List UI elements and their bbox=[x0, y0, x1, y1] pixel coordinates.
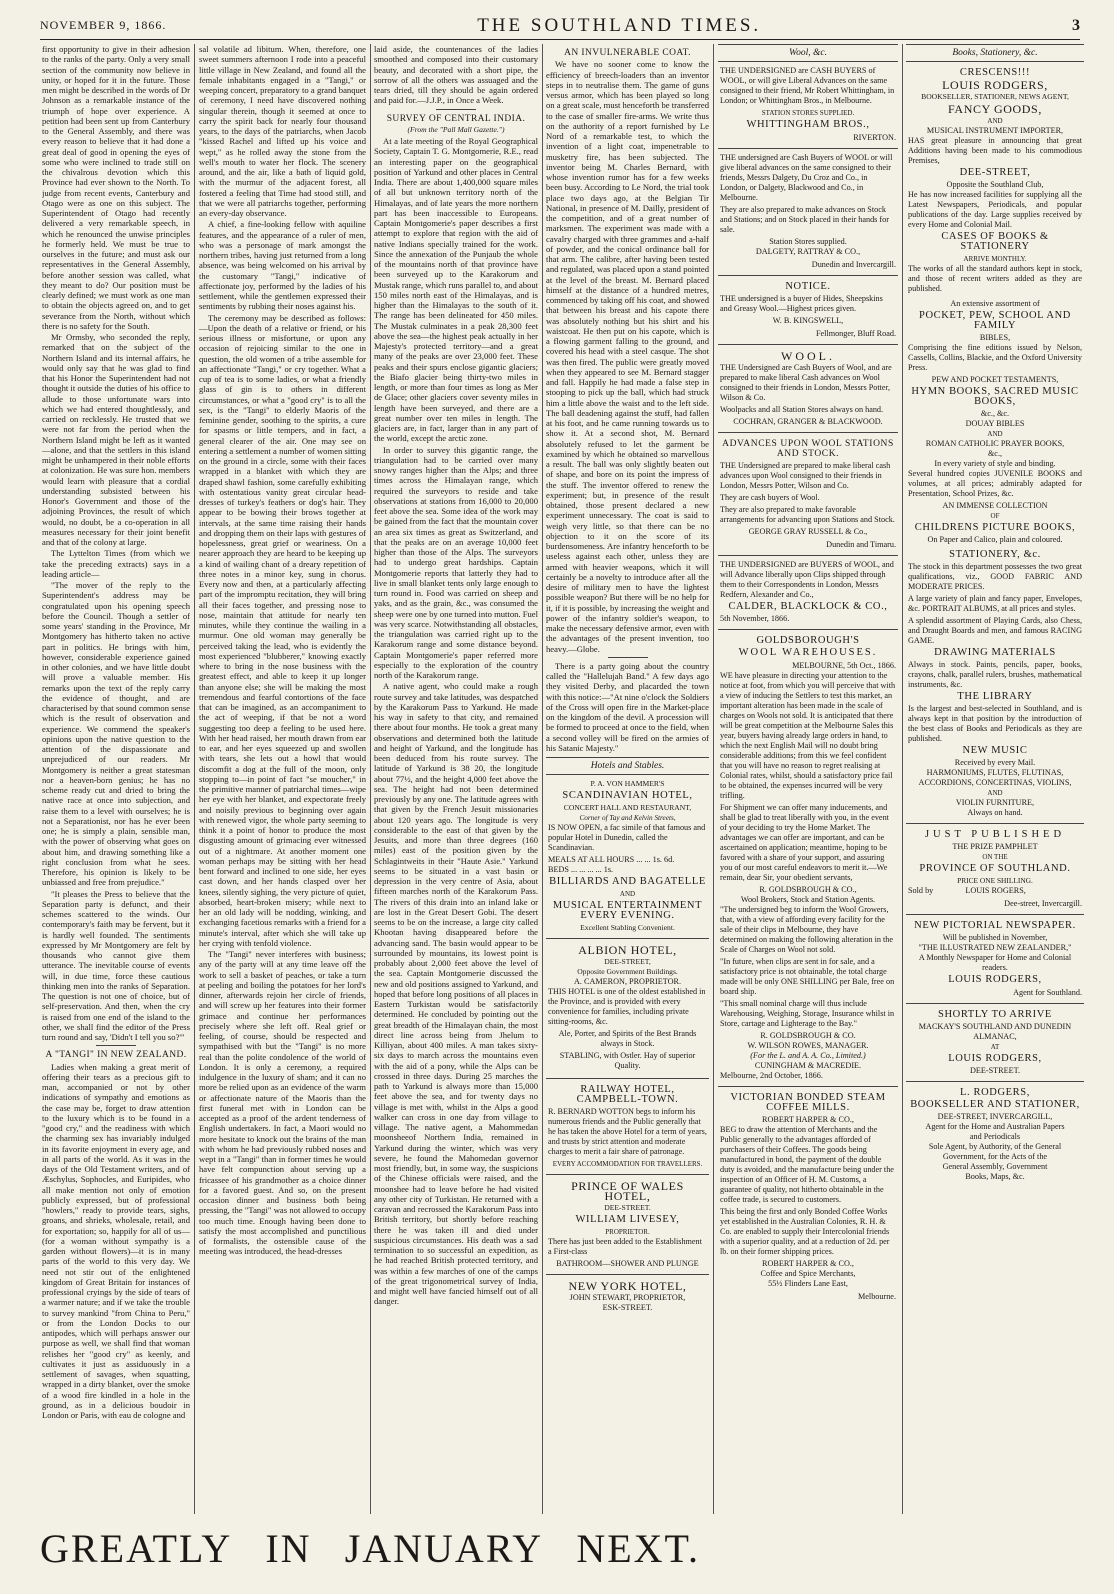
ad-line: PRICE ONE SHILLING. bbox=[957, 876, 1033, 886]
ad-line: OF bbox=[990, 512, 1000, 521]
ad-text: Always in stock. Paints, pencils, paper, books, crayons, chalk, parallel rulers, brushes, mathematical instruments, &c. bbox=[908, 660, 1082, 690]
ad-line: Excellent Stabling Convenient. bbox=[580, 923, 675, 933]
ad-text: BEG to draw the attention of Merchants and the Public generally to the advantages afforded of purchasers of their Coffees. The goods being manufactured in bond, the payment of the double duty is avoided, and the manufacture being under the inspection of an Officer of H. M. Customs, a guarantee of quality, not hitherto obtainable in the coffee trade, is secured to customers. bbox=[720, 1125, 894, 1205]
ad-text: Several hundred copies JUVENILE BOOKS and volumes, at all prices; admirably adapted for Presentation, School Prizes, &c. bbox=[908, 469, 1082, 499]
article-paragraph: "It pleases the Press to believe that the Separation party is defunct, and their schemes scattered to the winds. Our contemporary's faith may be fervent, but it is hardly well founded. The sentiments expressed by Mr Montgomery are felt by thousands who cannot give them utterance. The inevitable course of events will, in due time, force these cautious thinking men into the ranks of Separation. The question is not one of choice, but of self-preservation. And then, when the cry is raised from one end of the island to the other, we shall find the editor of the Press turn round and say, 'Didn't I tell you so?'" bbox=[42, 888, 190, 1042]
ad-text: HAS great pleasure in announcing that great Additions having been made to his commodious Premises, bbox=[908, 136, 1082, 166]
louis-rodgers-ad bbox=[906, 62, 1084, 824]
ad-title: FANCY GOODS, bbox=[948, 102, 1042, 117]
ad-line: RIVERTON. bbox=[853, 133, 896, 143]
ad-line: GEORGE GRAY RUSSELL & Co., bbox=[748, 527, 868, 537]
scandinavian-hotel-ad bbox=[546, 775, 709, 939]
article-paragraph: The Lyttelton Times (from which we take the preceding extracts) says in a leading article— bbox=[42, 548, 190, 579]
ad-text: They are cash buyers of Wool. bbox=[720, 493, 820, 503]
ad-title: WOOL. bbox=[781, 349, 835, 364]
ad-line: General Assembly, Government bbox=[942, 1162, 1048, 1172]
ad-text: STABLING, with Ostler. Hay of superior Quality. bbox=[559, 1051, 696, 1071]
ad-line: DOUAY BIBLES bbox=[965, 419, 1025, 429]
column-3 bbox=[374, 44, 538, 1514]
ad-text: He has now increased facilities for supplying all the Latest Newspapers, Periodicals, and popular publications of the day. Large supplies received by every Home and Colonial Mail. bbox=[908, 190, 1082, 230]
ad-title: CRESCENS!!! bbox=[959, 67, 1031, 79]
ad-line: Books, Maps, &c. bbox=[965, 1172, 1025, 1182]
ad-line: R. GOLDSBROUGH & CO. bbox=[760, 1031, 856, 1041]
column-rule bbox=[194, 44, 195, 1514]
ad-line: ROBERT HARPER & CO., bbox=[762, 1115, 854, 1125]
article-paragraph: There is a party going about the country called the "Hallelujah Band." A few days ago they visited Derby, and placarded the town with this notice:—"At nine o'clock the Soldiers of the Cross will open fire in the Market-place on the kingdom of the devil. A procession will be formed to proceed at once to the field, when a second volley will be fired on the armies of his Satanic Majesty." bbox=[546, 660, 709, 753]
ad-title: NEW YORK HOTEL, bbox=[568, 1279, 687, 1294]
ad-text: Comprising the fine editions issued by Nelson, Cassells, Collins, Blackie, and the Oxford University Press. bbox=[908, 343, 1082, 373]
ad-text: The works of all the standard authors kept in stock, and those of recent writers added as they are published. bbox=[908, 264, 1082, 294]
ad-line: &c., bbox=[987, 449, 1003, 459]
article-paragraph: Mr Ormsby, who seconded the reply, remarked that on the subject of the Northern Island and its internal affairs, he would only say that he was glad to find that his Honor the Superintendent had not thought it outside the duties of his office to allude to those unfortunate wars into which we had entered thoughtlessly, and carried on recklessly. He trusted that we were not far from the period when the Northern Island might be left as it wanted—alone, and that the settlers in this island might be unhampered in their noble efforts at colonization. He was sure hon. members would learn with pleasure that a cordial understanding subsisted between his Honor's Government and those of the adjoining Provinces, the result of which would, no doubt, be a co-operation in all measures necessary for their joint benefit and that of the colony at large. bbox=[42, 332, 190, 547]
column-rule bbox=[902, 44, 903, 1514]
ad-line: Government, for the Acts of the bbox=[942, 1152, 1048, 1162]
ad-line: Will be published in November, bbox=[942, 933, 1048, 943]
ad-line: PROPRIETOR. bbox=[605, 1228, 650, 1237]
column-2 bbox=[199, 44, 366, 1514]
ad-title: HYMN BOOKS, SACRED MUSIC BOOKS, bbox=[911, 386, 1079, 408]
footer-word: JANUARY bbox=[344, 1525, 544, 1571]
article-paragraph: The "Tangi" never interferes with business; any of the party will at any time leave off the work to sell a basket of peaches, or take a turn at peeling and boiling the potatoes for her lord's dinner, afterwards rejoin her circle of friends, and will screw up her features into their former grimace and continue her performances precisely where she left off. Real grief or feeling, of course, should be respected and sympathised with but the "Tangi" is no more real than the polite condolence of the world of London. It is only a ceremony, a required indulgence in the luxury of sham; and it can no more be relied upon as an evidence of the warm or affectionate nature of the Maoris than the first funeral met with in London can be accepted as a proof of the ardent tenderness of English undertakers. In fact, a Maori would no more hesitate to knock out the brains of the man with whom he had previously rubbed noses and wept in a "Tangi" than in former times he would have felt compunction about serving up a fricassee of his grandmother as a choice dinner for a favored guest. And so, on the present occasion dinner and business both being pressing, the "Tangi" was not allowed to occupy too much time. Enough having been done to satisfy the most accomplished and punctilious of formalists, the ostensible cause of the meeting was introduced, the head-dresses bbox=[199, 949, 366, 1257]
ad-line: DEE-STREET. bbox=[969, 1066, 1021, 1076]
ad-line: Wool Brokers, Stock and Station Agents. bbox=[740, 895, 876, 905]
ad-text: This being the first and only Bonded Coffee Works yet established in the Australian Colonies, R. H. & Co. are enabled to supply their Intercolonial friends with a superior quality, and at a reduction of 2d. per lb. on their former shipping prices. bbox=[720, 1207, 890, 1257]
ad-title: GOLDSBOROUGH'S bbox=[756, 635, 860, 647]
ad-text: THE UNDERSIGNED are BUYERS of WOOL, and will Advance liberally upon Clips shipped through them to their Correspondents in London, Messrs Redfern, Alexander and Co., bbox=[720, 560, 894, 600]
column-5 bbox=[718, 44, 898, 1514]
new-york-hotel-ad bbox=[546, 1275, 709, 1318]
ad-title: NEW MUSIC bbox=[962, 745, 1028, 757]
ad-line: An extensive assortment of bbox=[950, 299, 1040, 309]
column-rule bbox=[713, 44, 714, 1514]
ad-line: STATION STORES SUPPLIED. bbox=[761, 109, 855, 118]
ad-line: MUSICAL INSTRUMENT IMPORTER, bbox=[926, 126, 1064, 136]
ad-title: LOUIS RODGERS, bbox=[942, 78, 1048, 93]
ad-title: POCKET, PEW, SCHOOL AND FAMILY bbox=[919, 310, 1071, 332]
ad-line: 55½ Flinders Lane East, bbox=[768, 1279, 848, 1289]
article-paragraph: In order to survey this gigantic range, the triangulation had to be carried over many snowy ranges higher than the Alps; and three times across the Himalayan range, which required the surveyors to reside and take observations at stations from 16,000 to 20,000 feet above the sea. Some idea of the work may be gained from the fact that the mountain cover an area six times as great as Switzerland, and that the peaks are on an average 10,000 feet higher than those of the Alps. The surveyors had to undergo great hardships. Captain Montgomerie reports that latterly they had to live in small blanket tents only large enough to turn round in. Food was carried on sheep and yaks, and as the grain, &c., was consumed the sheep were one by one turned into mutton. Fuel was very scarce. Notwithstanding all obstacles, the triangulation was carried right up to the Karakorum range and some distance beyond. Captain Montgomerie's paper referred more especially to the exploration of the country north of the Karakorum range. bbox=[374, 444, 538, 680]
ad-title: NOTICE. bbox=[785, 281, 831, 293]
ad-line: PEW AND POCKET TESTAMENTS, bbox=[931, 375, 1059, 385]
ad-title: CHILDRENS PICTURE BOOKS, bbox=[914, 522, 1076, 534]
ad-title: LOUIS RODGERS, bbox=[948, 1053, 1042, 1065]
ad-line: ARRIVE MONTHLY. bbox=[963, 255, 1027, 264]
article-paragraph: We have no sooner come to know the efficiency of breech-loaders than an inventor steps in to neutralise them. The game of guns versus armor, which has been played so long on a great scale, must henceforth be transferred to the case of smaller fire-arms. We write thus on the authority of a report furnished by Le Nord of a remarkable test, to which the invention of a light coat, impenetrable to musketry fire, has been subjected. The inventor being M. Charles Bernard, with whose invention rumor has for a few weeks been busy. According to Le Nord, the trial took place two days ago, at the Belgian Tir National, in presence of M. Dailly, president of the competition, and of a great number of marksmen. The experiment was made with a cavalry charged with three grammes and a-half of powder, and the conical ordinance ball for that arm. The calibre, after having been tested and regulated, was placed upon a stand pointed at the level of the breast. M. Bernard placed himself at the distance of a hundred metres, commenced by taking off his coat, and showed that between his breast and his capote there was absolutely nothing but his shirt and his waistcoat. He then put on his capote, which is a flowing garment falling to the ground, and covered his head with a steel casque. The shot was then fired. The public were greatly moved when they appeared to see M. Bernard stagger and fall. Happily he had made a false step in stooping to pick up the ball, which had struck him a little above the waist and to the left side. The ball deadening against the stuff, had fallen at his foot, and he came running towards us to show it. At a second shot, M. Bernard absolutely refused to let the garment be examined by which he obtained so marvellous a result. The ball was only slightly beaten out of shape, and bore on its point the impress of the stuff. The inventor offered to renew the experiment; but, in presence of the result obtained, those present declared a new experiment unnecessary. The coat is said to weigh very little, so that there can be no objection to it on the score of its burdensomeness. Are infantry henceforth to be useless against each other, unless they are armed with heavier weapons, which it will certainly be a novelty to introduce after all the desire of military men to have the lightest possible weapon? But there will be no help for it, if it is possible, by increasing the weight and power of the infantry soldier's weapon, to make the necessary defensive armor, even with the advantages of the present invention, too heavy.—Globe. bbox=[546, 59, 709, 654]
ad-line: Agent for Southland. bbox=[1013, 988, 1082, 998]
ad-title: WOOL WAREHOUSES. bbox=[738, 647, 878, 659]
column-rule bbox=[370, 44, 371, 1514]
divider bbox=[608, 657, 648, 658]
calder-blacklock-ad bbox=[718, 556, 898, 630]
ad-line: Opposite the Southland Club, bbox=[946, 180, 1044, 190]
ad-line: BIBLES, bbox=[979, 333, 1011, 343]
ad-line: P. A. VON HAMMER'S bbox=[590, 779, 665, 789]
ad-line: Agent for the Home and Australian Papers bbox=[925, 1122, 1065, 1132]
ad-line: DEE-STREET, INVERCARGILL, bbox=[937, 1112, 1053, 1122]
ad-line: Sole Agent, by Authority, of the General bbox=[928, 1142, 1062, 1152]
article-paragraph: "The mover of the reply to the Superintendent's address may be congratulated upon his opening speech before the Council. Though a settler of some years' standing in the Province, Mr Montgomery has hitherto taken no active part in politics. He brings with him, however, considerable experience gained in other colonies, and we have little doubt will prove a valuable member. His remarks upon the text of the reply carry the evidence of thought, and are characterised by that sound common sense which is the result of observation and experience. We commend the speaker's opinions upon the native question to the attention of the dispassionate and unprejudiced of our readers. Mr Montgomery is neither a great statesman nor a heaven-born genius; he has no scheme ready cut and dried to bring the native race at once into subjection, and raise them to a level with ourselves; he is not a Separationist, nor has he ever been one; he is simply a plain, sensible man, with the power of observing what goes on about him, and drawing something like a right conclusion from what he sees. Therefore, his opinion is likely to be unbiassed and free from prejudice." bbox=[42, 580, 190, 888]
ad-line: MACKAY'S SOUTHLAND AND DUNEDIN bbox=[918, 1022, 1072, 1032]
ad-line: ROBERT HARPER & CO., bbox=[762, 1259, 854, 1269]
ad-text: WE have pleasure in directing your attention to the notice at foot, from which you will perceive that with a view of inducing the Settlers to test this market, an important alteration has been made in the scale of charges on Wools not sold. It is anticipated that there will be great competition at the Melbourne Sales this year, buyers having already large orders in hand, to which the next English Mail will no doubt bring considerable additions; from this we feel confident that you will have no reason to regret realising at Colonial rates, whilst, should a satisfactory price fail to be obtained, the expenses incurred will be very trifling. bbox=[720, 671, 896, 801]
article-paragraph: The ceremony may be described as follows:—Upon the death of a relative or friend, or his serious illness or misfortune, or upon any occasion of rejoicing similar to the one in question, the old women of a tribe assemble for an affectionate "Tangi," or cry together. What a cup of tea is to some ladies, or what a friendly glass of gin is to others in different circumstances, or what a "good cry" is to all the sex, is the "Tangi" to elderly Maoris of the feminine gender, soothing to the spirits, a cure for spasms or little tempers, and in fact, a general clearer of the air. One may see on entering a settlement a number of women sitting on the ground in a circle, some with their faces wrapped in a blanket with which they are draped shawl fashion, some carefully exhibiting with ostentatious vanity great circular head-dresses of turkey's feathers or dog's hair. They appear to be bowing their brows together at intervals, at the same time raising their hands and dropping them on their laps with gestures of hopelessness, great grief or weariness. On a nearer approach they are heard to be keeping up a kind of wailing chant of a dreary repetition of three notes in a minor key, sung in chorus. Every now and then, at a particularly affecting part of the impromptu recitation, they will bring all their faces together, and pressing nose to nose, maintain that attitude for nearly ten minutes, while they continue the wailing in a murmur. One old woman may generally be perceived taking the lead, who is evidently the most experienced "blubberer," knowing exactly where to bring in the nose business with the greatest effect, and able to keep it up longer than anyone else; she will be making the most tremendous and fearful contortions of the face that can be imagined, as an accompaniment to the act of weeping, if that be not a word suggesting too deep a feeling to be used here. With her head raised, her mouth drawn from ear to ear, and her eyes squeezed up and swollen with tears, she lets out a howl that would discomfit a dog at the full of the moon, only stopping to—in point of fact "se moucher," in the primitive manner of patriarchal times—wipe her eye with her blanket, and expectorate freely and noisily previous to beginning over again with renewed vigor, the whole party seeming to think it a point of honor to produce the most disgusting amount of grimacing ever witnessed out of a nightmare. At another moment one woman perhaps may be sitting with her head bent forward and inclined to one side, her eyes cast down, and her hands clasped over her knees, silently sighing, the very picture of quiet, absorbed, heart-broken misery; while next to her an old lady will be nodding, winking, and exchanging facetious remarks with a friend for a minute's interval, after which she will take up her crying with tenfold violence. bbox=[199, 312, 366, 948]
ad-title: NEW PICTORIAL NEWSPAPER. bbox=[914, 920, 1076, 932]
ad-line: BEDS ... ... ... ... 1s. bbox=[548, 865, 614, 875]
article-heading: AN INVULNERABLE COAT. bbox=[564, 48, 691, 58]
ad-title: DEE-STREET, bbox=[959, 167, 1031, 179]
column-4 bbox=[546, 44, 709, 1514]
ad-line: In every variety of style and binding. bbox=[934, 459, 1056, 469]
ad-line: DEE-STREET, bbox=[604, 957, 651, 967]
ad-line: LOUIS ROGERS, bbox=[965, 886, 1026, 896]
ad-line: BATHROOM—SHOWER AND PLUNGE bbox=[556, 1259, 699, 1269]
ad-text: The stock in this department possesses the two great qualifications, viz., GOOD FABRIC AND MODERATE PRICES. bbox=[908, 562, 1082, 592]
ad-line: MEALS AT ALL HOURS ... ... 1s. 6d. bbox=[548, 855, 675, 865]
ad-line: AN IMMENSE COLLECTION bbox=[942, 501, 1048, 511]
article-source: (From the "Pall Mall Gazette.") bbox=[407, 124, 505, 134]
ad-text: THE undersigned are Cash Buyers of WOOL or will give liberal advances on the same consigned to their friends, Messrs Dalgety, Du Croz and Co., in London, or Dalgety, Blackwood and Co., in Melbourne. bbox=[720, 153, 893, 203]
ad-line: R. GOLDSBROUGH & CO., bbox=[759, 885, 857, 895]
ad-line: On Paper and Calico, plain and coloured. bbox=[927, 535, 1063, 545]
ad-text: Is the largest and best-selected in Southland, and is always kept in that position by the introduction of the best class of Books and Periodicals as they are published. bbox=[908, 704, 1082, 744]
ad-text: They are also prepared to make favorable arrangements for advancing upon Stations and Stock. bbox=[720, 505, 895, 525]
ad-text: Ale, Porter, and Spirits of the Best Brands always in Stock. bbox=[558, 1029, 697, 1049]
article-paragraph: At a late meeting of the Royal Geographical Society, Captain T. G. Montgomerie, R.E., read an interesting paper on the geographical position of Yarkund and other places in Central India. There are about 1,400,000 square miles of all but unknown territory north of the Himalayas, and of late years the more northern part has been inaccessible to Europeans. Captain Montgomerie's paper describes a first attempt to explore that region with the aid of native Indians specially trained for the work. Since the annexation of the Punjaub the whole of the mountains north of that province have been surveyed up to the Karakorum and Mustak range, which runs parallel to, and about 150 miles north east of the Himalayas, and is higher than the Himalayas to the south of it. The range has been delineated for 450 miles. The Mustak culminates in a peak 28,300 feet above the sea—the highest peak actually in her Majesty's protected territory—and a great many of the peaks are over 23,000 feet. These peaks and their spurs enclose gigantic glaciers; the Biafo glacier being thirty-two miles in length, or more than four times as long as Mer de Glace; other glaciers cover seventy miles in length have been surveyed, and there are a great number over ten miles in length. The glaciers are, in fact, larger than in any part of the world, except the arctic zone. bbox=[374, 136, 538, 444]
ad-text: There has just been added to the Establishment a First-class bbox=[548, 1237, 702, 1257]
ad-line: COCHRAN, GRANGER & BLACKWOOD. bbox=[733, 417, 883, 427]
ad-text: THE undersigned is a buyer of Hides, Sheepskins and Greasy Wool.—Highest prices given. bbox=[720, 294, 883, 314]
article-heading: SURVEY OF CENTRAL INDIA. bbox=[386, 113, 526, 124]
ad-text: For Shipment we can offer many inducements, and shall be glad to treat liberally with you, in the event of your deciding to try the Home Market. The advantages we can offer are important, and can be ascertained on application; meantime, hoping to be favored with a share of your support, and assuring you of our most careful endeavors to merit it.—We remain, dear Sir, your obedient servants, bbox=[720, 803, 889, 883]
ad-line: and Periodicals bbox=[969, 1132, 1021, 1142]
ad-line: Station Stores supplied. bbox=[769, 237, 847, 247]
ad-line: ON THE bbox=[982, 853, 1008, 862]
ad-line: AND bbox=[619, 890, 636, 899]
ad-line: DEE-STREET. bbox=[604, 1203, 651, 1213]
section-heading: Hotels and Stables. bbox=[546, 757, 709, 775]
column-6 bbox=[906, 44, 1084, 1514]
ad-line: Coffee and Spice Merchants, bbox=[760, 1269, 856, 1279]
article-paragraph: sal volatile ad libitum. When, therefore, one sweet summers afternoon I rode into a peaceful little village in New Zealand, and found all the female inhabitants engaged in a "Tangi," or weeping concert, preparatory to a grand banquet of ceremony, I need have discovered nothing singular therein, though it seemed at once to carry the spirit back for nearly four thousand years, to the days of the patriarchs, when Jacob "kissed Rachel and lifted up his voice and wept," as he rolled away the stone from the well's mouth to water her flock. The scenery around, and the air, like a bath of liquid gold, with the murmur of the adjacent forest, all fostered a feeling that Time had stood still, and that we were all patriarchs together, performing an every-day observance. bbox=[199, 44, 366, 218]
ad-line: ROMAN CATHOLIC PRAYER BOOKS, bbox=[925, 439, 1065, 449]
ad-line: Received by every Mail. bbox=[954, 758, 1036, 768]
ad-line: (For the L. and A. A. Co., Limited.) bbox=[750, 1051, 866, 1061]
ad-text: "This small nominal charge will thus include Warehousing, Weighing, Storage, Insurance whilst in Store, cartage and Lighterage to the Bay." bbox=[720, 999, 895, 1029]
ad-title: PRINCE OF WALES HOTEL, bbox=[571, 1179, 684, 1204]
ad-line: WILLIAM LIVESEY, bbox=[575, 1214, 680, 1226]
divider bbox=[96, 1045, 136, 1046]
ad-title: MUSICAL ENTERTAINMENT EVERY EVENING. bbox=[552, 900, 703, 922]
almanac-ad bbox=[906, 1004, 1084, 1082]
railway-hotel-ad bbox=[546, 1079, 709, 1175]
ad-title: ADVANCES UPON WOOL STATIONS AND STOCK. bbox=[722, 439, 894, 460]
ad-line: Dunedin and Invercargill. bbox=[811, 260, 896, 270]
albion-hotel-ad bbox=[546, 939, 709, 1079]
footer-word: GREATLY bbox=[40, 1525, 233, 1571]
ad-title: VICTORIAN BONDED STEAM COFFEE MILLS. bbox=[730, 1092, 886, 1114]
russell-advances-ad bbox=[718, 433, 898, 556]
ad-line: A. CAMERON, PROPRIETOR. bbox=[574, 977, 681, 987]
ad-title: LOUIS RODGERS, bbox=[948, 974, 1042, 986]
article-paragraph: A native agent, who could make a rough route survey and take latitudes, was despatched by the Karakorum Pass to Yarkund. He made his way in safety to that city, and remained there about four months. He took a great many observations and determined both the latitude and height of Yarkund, and the longitude has been deduced from his route survey. The latitude of Yarkund is 38 20, the longitude about 77½, and the height 4,000 feet above the sea. The height had not been determined previously by any one. The latitude agrees with that given by the French Jesuit missionaries about 120 years ago. The longitude is very considerable to the east of that given by the Jesuits, and more than three degrees (160 miles) east of the position given by the Schlagintweits in their "Haute Asie." Yarkund seems to be situated in a vast basin or depression in the very centre of Asia, about fifteen marches north of the Karakorum Pass. The rivers of this drain into an inland lake or are lost in the Great Desert Gobi. The desert seems to be on the increase, a large city called Khootan having disappeared before the advancing sand. The basin would appear to be surrounded by mountains, its lowest point is probably about 2,000 feet above the level of the sea. Captain Montgomerie discussed the new and old positions assigned to Yarkund, and hoped that before long positions of all places in Eastern Turkistan would be satisfactorily determined. He concluded by pointing out the great breadth of the Himalayan chain, the most direct line across being from Jhelum to Killiyan, about 400 miles. A man takes sixty-six days to march across the mountains even with the aid of a pony, while the Alps can be crossed in three days. During 25 marches the path to Yarkund is always more than 15,000 feet above the sea, and for twenty days no village is met with, whilst in the Alps a good walker can cross in one day from village to village. The native agent, a Mahommedan moonsheeof Northern India, remained in Yarkund during the winter, which was very severe, he found the Mahomedan governor most friendly, but, in some way, the suspicions of the Chinese officials were raised, and the moonshee had to leave before he had visited any other city of Turkistan. He returned with a caravan and recrossed the Karakorum Pass into British territory, but shortly before reaching there he was taken ill and died under suspicious circumstances. His death was a sad termination to so successful an expedition, as he had reached British protected territory, and was within a few marches of one of the camps of the great trigonometrical survey of India, and might well have fancied himself out of all danger. bbox=[374, 681, 538, 1307]
ad-line: AND bbox=[987, 430, 1003, 439]
footer-word: NEXT. bbox=[576, 1525, 700, 1571]
victorian-coffee-mills-ad bbox=[718, 1087, 898, 1307]
ad-line: A Monthly Newspaper for Home and Colonial readers. bbox=[918, 953, 1072, 973]
ad-line: HARMONIUMS, FLUTES, FLUTINAS, bbox=[926, 768, 1064, 778]
article-paragraph: A chief, a fine-looking fellow with aquiline features, and the appearance of a ruler of men, who was a personage of mark amongst the northern tribes, having just returned from a long absence, was being welcomed on his arrival by the customary "Tangi," indicative of affectionate joy, performed by the ladies of his settlement, while the gentlemen expressed their sentiments by rubbing their noses against his. bbox=[199, 219, 366, 312]
ad-text: THIS HOTEL is one of the oldest established in the Province, and is provided with every convenience for families, including private sitting-rooms, &c. bbox=[548, 987, 706, 1027]
ad-line: Dee-street, Invercargill. bbox=[1004, 899, 1082, 909]
ad-title: BOOKSELLER AND STATIONER, bbox=[910, 1099, 1080, 1111]
column-1 bbox=[42, 44, 190, 1514]
ad-title: CALDER, BLACKLOCK & CO., bbox=[728, 601, 888, 613]
footer-word: IN bbox=[265, 1525, 312, 1571]
ad-title: DRAWING MATERIALS bbox=[934, 647, 1056, 659]
ad-line: EVERY ACCOMMODATION FOR TRAVELLERS. bbox=[552, 1160, 703, 1169]
ad-text: They are also prepared to make advances on Stock and Stations; and on Stock placed in their hands for sale. bbox=[720, 205, 889, 235]
column-rule bbox=[542, 44, 543, 1514]
ad-line: "THE ILLUSTRATED NEW ZEALANDER," bbox=[918, 943, 1072, 953]
ad-text: THE Undersigned are Cash Buyers of Wool, and are prepared to make liberal Cash advances on Wool consigned to their friends in London, Messrs Potter, Wilson & Co. bbox=[720, 363, 892, 403]
ad-line: ALMANAC, bbox=[973, 1032, 1017, 1042]
ad-title: STATIONERY, &c. bbox=[949, 549, 1041, 561]
ad-text: "The undersigned beg to inform the Wool Growers, that, with a view of affording every facility for the sale of their clips in Melbourne, they have determined on making the following alteration in the Scale of Charges on Wool not sold. bbox=[720, 905, 894, 955]
ad-line: JOHN STEWART, PROPRIETOR, bbox=[569, 1293, 686, 1303]
ad-title: BILLIARDS AND BAGATELLE bbox=[549, 876, 706, 888]
ad-line: VIOLIN FURNITURE, bbox=[955, 798, 1035, 808]
rodgers-bookseller-ad bbox=[906, 1082, 1084, 1187]
article-heading: A "TANGI" IN NEW ZEALAND. bbox=[45, 1050, 187, 1061]
cochran-wool-ad bbox=[718, 345, 898, 433]
ad-text: A splendid assortment of Playing Cards, also Chess, and Draught Boards and men, and famous RACING GAME. bbox=[908, 616, 1082, 646]
ad-text: THE UNDERSIGNED are CASH BUYERS of WOOL, or will give Liberal Advances on the same consigned to their friend, Mr Robert Whittingham, in London; or Whittingham Bros., in Melbourne. bbox=[720, 66, 895, 106]
ad-line: DALGETY, RATTRAY & CO., bbox=[755, 247, 861, 257]
ad-line: MELBOURNE, 5th Oct., 1866. bbox=[792, 661, 896, 671]
ad-line: AND bbox=[987, 117, 1003, 126]
pictorial-newspaper-ad bbox=[906, 915, 1084, 1004]
ad-line: CUNINGHAM & MACREDIE. bbox=[754, 1061, 862, 1071]
ad-title: JUST PUBLISHED bbox=[924, 829, 1066, 841]
ad-line: ESK-STREET. bbox=[602, 1303, 653, 1313]
ad-line: Melbourne, 2nd October, 1866. bbox=[720, 1071, 823, 1081]
ad-line: BOOKSELLER, STATIONER, NEWS AGENT, bbox=[921, 92, 1069, 102]
ad-text: THE Undersigned are prepared to make liberal cash advances upon Wool consigned to their friends in London, Messrs Potter, Wilson and Co. bbox=[720, 461, 891, 491]
ad-line: Fellmonger, Bluff Road. bbox=[815, 329, 896, 339]
ad-line: Always on hand. bbox=[967, 808, 1023, 818]
ad-line: THE PRIZE PAMPHLET bbox=[952, 842, 1038, 852]
ad-line: AND bbox=[987, 789, 1003, 798]
ad-line: Dunedin and Timaru. bbox=[826, 540, 896, 550]
ad-title: SCANDINAVIAN HOTEL, bbox=[562, 790, 693, 802]
ad-text: A large variety of plain and fancy paper, Envelopes, &c. PORTRAIT ALBUMS, at all prices and styles. bbox=[908, 594, 1082, 614]
ad-title: THE LIBRARY bbox=[957, 691, 1033, 703]
ad-line: CONCERT HALL AND RESTAURANT, bbox=[563, 803, 692, 813]
ad-title: SHORTLY TO ARRIVE bbox=[938, 1009, 1052, 1021]
article-paragraph: Ladies when making a great merit of offering their tears as a precious gift to man, accompanied or not by other indications of sympathy and emotions as the case may be, forget to draw attention to the luxury which is to be found in a "good cry," and the readiness with which the charming sex has invariably indulged in its favorite enjoyment in every age, and in all parts of the world. As it was in the days of the Old Testament writers, and of Æschylus, Sophocles, and Euripides, who all make mention not only of emotion publicly expressed, but of professional "howlers," ready to provide tears, sighs, groans, and shrieks, wholesale, retail, and for exportation; so, happily for all of us—(for a woman without sympathy is a garden without flowers)—it is in many parts of the world to this very day. We need not stir out of the enlightened kingdom of Great Britain for instances of professional cryings by the side of tears of a warmer nature; and if we take the trouble to survey mankind "from China to Peru," or from the London Docks to our antipodes, which will perhaps answer our purpose as well, we shall find that woman relishes her "good cry" as keenly, and cultivates it just as assiduously in a settlement of savages, when squatting, wrapped in a dirty blanket, over the smoke of a wood fire kindled in a hole in the ground, as in a delicious boudoir in London or Paris, with eau de cologne and bbox=[42, 1061, 190, 1420]
goldsbrough-ad bbox=[718, 630, 898, 1087]
ad-line: Corner of Tay and Kelvin Streets, bbox=[579, 814, 676, 823]
newspaper-title: THE SOUTHLAND TIMES. bbox=[477, 14, 762, 36]
ad-line: W. WILSON ROWES, MANAGER. bbox=[747, 1041, 869, 1051]
issue-date: NOVEMBER 9, 1866. bbox=[40, 18, 167, 32]
ad-title: ALBION HOTEL, bbox=[578, 943, 677, 958]
ad-line: 5th November, 1866. bbox=[720, 614, 790, 624]
ad-line: Sold by bbox=[908, 886, 934, 896]
ad-title: WHITTINGHAM BROS., bbox=[746, 119, 870, 131]
whittingham-ad bbox=[718, 62, 898, 149]
article-paragraph: first opportunity to give in their adhesion to the ranks of the party. Only a very small section of the community now believe in unity, or hoped for it in the future. Those men might be described in the words of Dr Johnson as a remarkable instance of the triumph of hope over experience. A petition had been sent up from Canterbury to the General Assembly, and there was every reason to believe that it had done a great deal of good in opening the eyes of some who were inclined to trade still on the chivalrous devotion which this Province had ever shown to the North. To judge from recent events, Canterbury and Otago were as one on this subject. The Superintendent of Otago had recently delivered a very remarkable speech, in which he renounced the unwise principles he formerly held. We must be true to ourselves in the future; and must ask our representatives in the General Assembly, before another session was called, what they meant to do? Our position must be clearly defined; we must work as one man to obtain the objects agreed on, and to get severance from the North, without which there is no safety for the South. bbox=[42, 44, 190, 331]
ad-text: R. BERNARD WOTTON begs to inform his numerous friends and the Public generally that he has taken the above Hotel for a term of years, and trusts by strict attention and moderate charges to merit a fair share of patronage. bbox=[548, 1107, 707, 1157]
ad-line: ACCORDIONS, CONCERTINAS, VIOLINS, bbox=[918, 778, 1072, 788]
ad-title: CASES OF BOOKS & STATIONERY bbox=[941, 231, 1049, 253]
ad-line: W. B. KINGSWELL, bbox=[772, 316, 844, 326]
prize-pamphlet-ad bbox=[906, 824, 1084, 915]
ad-title: L. RODGERS, bbox=[960, 1087, 1030, 1099]
page-number: 3 bbox=[1071, 16, 1080, 34]
masthead bbox=[40, 12, 1080, 40]
ad-title: PROVINCE OF SOUTHLAND. bbox=[919, 863, 1071, 875]
kingswell-notice-ad bbox=[718, 276, 898, 345]
section-heading: Wool, &c. bbox=[718, 44, 898, 62]
footer-banner bbox=[40, 1520, 700, 1576]
ad-line: AT bbox=[990, 1043, 1000, 1052]
prince-of-wales-hotel-ad bbox=[546, 1175, 709, 1275]
divider bbox=[436, 109, 476, 110]
ad-text: Woolpacks and all Station Stores always on hand. bbox=[720, 405, 884, 415]
ad-line: Opposite Government Buildings. bbox=[577, 967, 678, 977]
ad-line: Melbourne. bbox=[858, 1292, 896, 1302]
dalgety-ad bbox=[718, 149, 898, 276]
ad-text: IS NOW OPEN, a fac simile of that famous and popular Hotel in Dunedin, called the Scandinavian. bbox=[548, 823, 706, 853]
ad-title: RAILWAY HOTEL, CAMPBELL-TOWN. bbox=[576, 1084, 679, 1106]
section-heading: Books, Stationery, &c. bbox=[906, 44, 1084, 62]
article-paragraph: laid aside, the countenances of the ladies smoothed and composed into their customary beauty, and decorated with a short pipe, the sorrow of all the others was assuaged and the tears dried, till they should be again ordered and paid for.—J.J.P., in Once a Week. bbox=[374, 44, 538, 106]
ad-line: &c., &c. bbox=[980, 409, 1010, 419]
ad-text: "In future, when clips are sent in for sale, and a satisfactory price is not obtainable, the total charge made will be only ONE SHILLING per Bale, free on board ship. bbox=[720, 957, 895, 997]
